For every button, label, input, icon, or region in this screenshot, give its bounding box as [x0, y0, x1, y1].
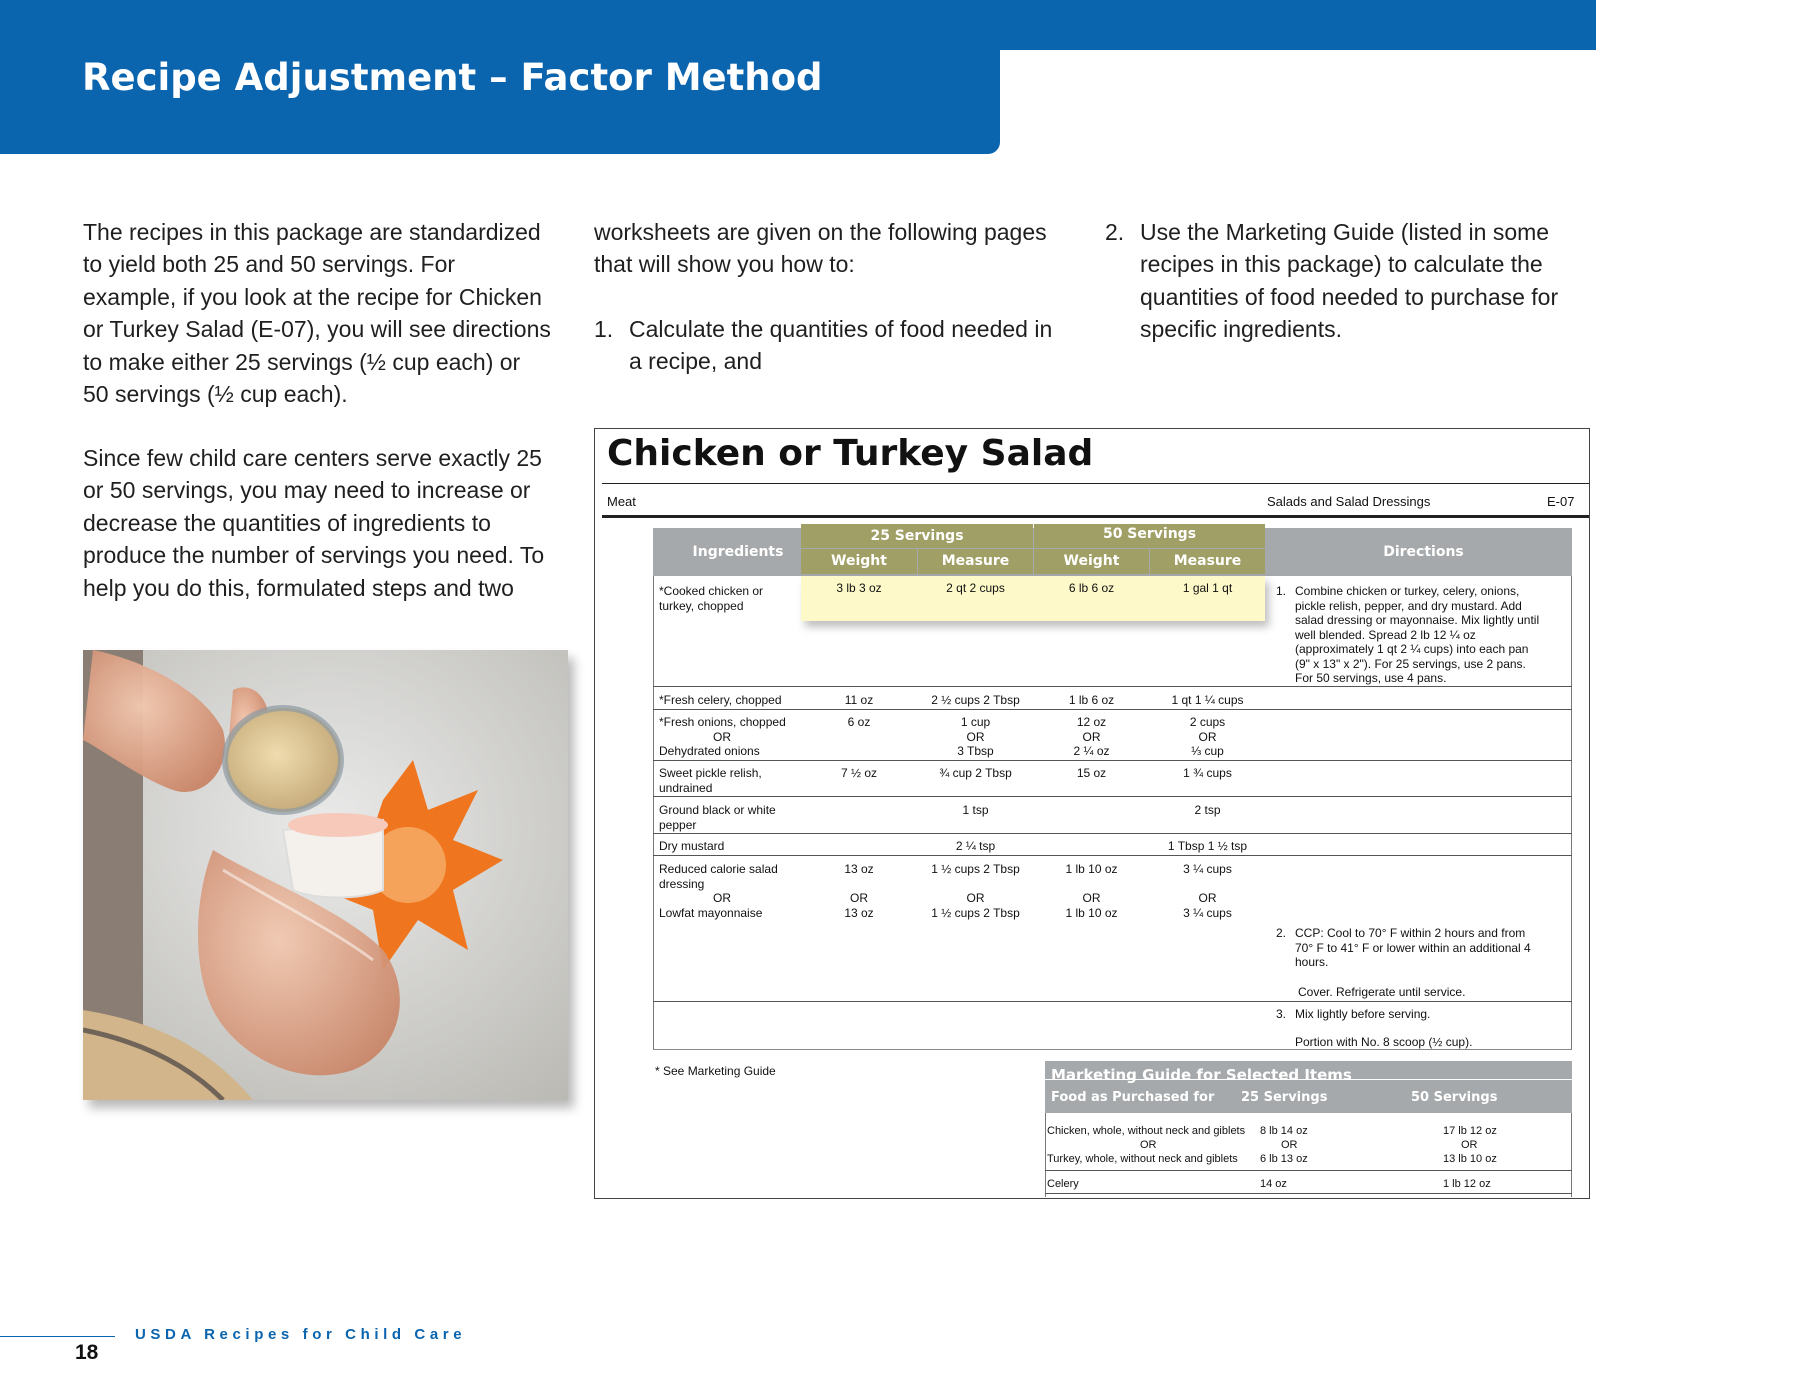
measure-25-cell: 1 tsp	[962, 803, 989, 817]
text-line: quantities of food needed to purchase for	[1140, 283, 1559, 310]
footer-rule	[0, 1336, 115, 1337]
guide-50-cell: 13 lb 10 oz	[1443, 1153, 1497, 1165]
intro-paragraph	[83, 216, 583, 410]
direction-number: 2.	[1276, 926, 1287, 940]
measure-label: Measure	[941, 553, 1010, 569]
row-divider	[653, 760, 1572, 761]
second-paragraph	[83, 442, 583, 604]
text-line: *Fresh onions, chopped	[659, 715, 786, 729]
text-line: OR	[1198, 729, 1217, 744]
table-border-right	[1571, 576, 1572, 1049]
text-line: 2 ¼ oz	[1073, 744, 1110, 758]
ingredient-cell: Dry mustard	[659, 839, 725, 853]
text-line: 1 cup	[960, 715, 991, 729]
text-line: 1 lb 10 oz	[1065, 905, 1118, 920]
weight-50-cell: 6 lb 6 oz	[1068, 581, 1115, 595]
food-column-header: Food as Purchased for	[1051, 1090, 1215, 1105]
ingredient-cell	[659, 584, 763, 613]
row-divider	[653, 709, 1572, 710]
recipe-code: E-07	[1547, 494, 1575, 509]
directions-header: Directions	[1383, 544, 1464, 560]
text-line: 3 Tbsp	[957, 744, 994, 758]
text-line: help you do this, formulated steps and two	[83, 574, 514, 601]
direction-2	[1295, 926, 1531, 970]
text-line: Reduced calorie salad	[659, 862, 778, 876]
text-line: Since few child care centers serve exactly 25	[83, 445, 542, 471]
text-line: to make either 25 servings (½ cup each) or	[83, 348, 521, 375]
measure-label: Measure	[1173, 553, 1242, 569]
column2-paragraph	[594, 216, 1094, 281]
text-line: ⅓ cup	[1191, 744, 1224, 758]
ingredient-cell	[659, 715, 786, 759]
text-line: 1 lb 10 oz	[1065, 862, 1118, 876]
weight-50-cell: 15 oz	[1076, 766, 1107, 780]
spacer	[1150, 877, 1265, 892]
weight-label: Weight	[1063, 553, 1120, 569]
servings-25-column-header: 25 Servings	[1241, 1090, 1328, 1105]
footnote: * See Marketing Guide	[655, 1064, 776, 1078]
text-line: produce the number of servings you need. To	[83, 542, 545, 569]
guide-food-cell: Chicken, whole, without neck and giblets	[1047, 1125, 1246, 1137]
guide-50-cell: OR	[1461, 1139, 1478, 1151]
ingredient-cell	[659, 862, 778, 920]
direction-2-note: Cover. Refrigerate until service.	[1298, 985, 1466, 999]
text-line: The recipes in this package are standardized	[83, 219, 541, 245]
text-line: 2 cups	[1189, 715, 1226, 729]
footer-title: USDA Recipes for Child Care	[135, 1326, 467, 1343]
measure-50-cell	[1150, 715, 1265, 759]
text-line: 1 ½ cups 2 Tbsp	[931, 905, 1020, 920]
text-line: to yield both 25 and 50 servings. For	[83, 251, 456, 278]
measure-25-cell: ¾ cup 2 Tbsp	[939, 766, 1012, 780]
text-line: well blended. Spread 2 lb 12 ¼ oz	[1295, 627, 1476, 642]
text-line: OR	[1198, 891, 1217, 905]
measure-25-cell	[918, 715, 1033, 759]
text-line: CCP: Cool to 70° F within 2 hours and from	[1295, 926, 1526, 940]
guide-food-cell: Celery	[1047, 1178, 1079, 1190]
row-divider	[653, 1001, 1572, 1002]
page-number: 18	[75, 1341, 99, 1364]
text-line: undrained	[659, 780, 713, 795]
page-title: Recipe Adjustment – Factor Method	[82, 56, 823, 99]
text-line: OR	[1082, 729, 1101, 744]
text-line: OR	[1082, 891, 1101, 905]
weight-25-cell: 6 oz	[847, 715, 871, 729]
text-line: recipes in this package) to calculate the	[1140, 251, 1543, 278]
text-line: Calculate the quantities of food needed in	[629, 316, 1053, 342]
measure-50-cell: 1 qt 1 ¼ cups	[1171, 693, 1244, 707]
text-line: 3 ¼ cups	[1183, 862, 1232, 876]
guide-25-cell: 6 lb 13 oz	[1260, 1153, 1308, 1165]
row-divider	[653, 833, 1572, 834]
divider-thick	[602, 515, 1589, 518]
servings-50-column-header: 50 Servings	[1411, 1090, 1498, 1105]
text-line: Ground black or white	[659, 803, 776, 817]
weight-25-cell	[801, 862, 917, 920]
ingredients-header: Ingredients	[692, 544, 784, 560]
direction-3: Mix lightly before serving.	[1295, 1007, 1431, 1021]
list-item-2	[1140, 216, 1600, 346]
table-border-left	[653, 576, 654, 1049]
text-line: 1 ½ cups 2 Tbsp	[931, 862, 1020, 876]
weight-50-cell	[1034, 715, 1149, 759]
measure-50-cell: 2 tsp	[1194, 803, 1221, 817]
row-divider	[653, 796, 1572, 797]
spacer	[1034, 877, 1149, 892]
measure-50-cell: 1 Tbsp 1 ½ tsp	[1167, 839, 1248, 853]
weight-50-cell	[1034, 862, 1149, 920]
text-line: 12 oz	[1076, 715, 1107, 729]
ingredient-cell: *Fresh celery, chopped	[659, 693, 782, 707]
text-line: (approximately 1 qt 2 ¼ cups) into each pan	[1295, 642, 1529, 656]
guide-food-cell: OR	[1140, 1139, 1157, 1151]
row-divider	[653, 855, 1572, 856]
weight-label: Weight	[831, 553, 887, 569]
direction-number: 1.	[1276, 584, 1287, 598]
guide-25-cell: OR	[1281, 1139, 1298, 1151]
weight-25-cell: 3 lb 3 oz	[836, 581, 882, 595]
text-line: For 50 servings, use 4 pans.	[1295, 671, 1447, 685]
guide-25-cell: 8 lb 14 oz	[1260, 1125, 1308, 1137]
direction-number: 3.	[1276, 1007, 1287, 1021]
text-line: Combine chicken or turkey, celery, onions,	[1295, 584, 1520, 598]
text-line: Use the Marketing Guide (listed in some	[1140, 219, 1550, 245]
text-line: *Cooked chicken or	[659, 584, 764, 598]
measure-25-cell: 2 ½ cups 2 Tbsp	[931, 693, 1020, 707]
row-divider	[653, 1049, 1572, 1050]
text-line: hours.	[1295, 955, 1329, 969]
weight-25-cell: 7 ½ oz	[840, 766, 878, 780]
list-item-1	[629, 313, 1089, 378]
text-line: 50 servings (½ cup each).	[83, 381, 348, 408]
photo-illustration	[83, 650, 568, 1100]
text-line: Lowfat mayonnaise	[659, 905, 763, 920]
text-line: pickle relish, pepper, and dry mustard. Add	[1295, 598, 1522, 613]
spacer	[801, 877, 917, 892]
recipe-section: Salads and Salad Dressings	[1267, 494, 1431, 509]
measure-50-cell	[1150, 862, 1265, 920]
text-line: OR	[713, 891, 731, 905]
text-line: OR	[713, 729, 731, 744]
text-line: Sweet pickle relish,	[659, 766, 762, 780]
text-line: dressing	[659, 876, 705, 891]
text-line: salad dressing or mayonnaise. Mix lightly until	[1295, 613, 1540, 627]
text-line: or 50 servings, you may need to increase or	[83, 477, 531, 504]
ingredient-cell	[659, 803, 776, 832]
guide-border-left	[1045, 1113, 1046, 1197]
servings-25-label: 25 Servings	[870, 528, 964, 544]
row-divider	[1045, 1193, 1572, 1194]
row-divider	[653, 686, 1572, 687]
weight-25-cell: 11 oz	[844, 693, 874, 707]
text-line: OR	[850, 891, 868, 905]
recipe-card	[594, 428, 1590, 1199]
measure-25-cell	[918, 862, 1033, 920]
servings-50-label: 50 Servings	[1102, 526, 1197, 542]
divider	[602, 483, 1589, 484]
measure-50-cell: 1 ¾ cups	[1183, 766, 1232, 780]
weight-50-cell: 1 lb 6 oz	[1068, 693, 1115, 707]
list-number-1: 1.	[594, 316, 614, 342]
direction-1	[1295, 584, 1539, 686]
text-line: 13 oz	[844, 905, 874, 920]
direction-3-note: Portion with No. 8 scoop (½ cup).	[1295, 1035, 1473, 1049]
recipe-category: Meat	[607, 494, 636, 509]
text-line: worksheets are given on the following pages	[594, 219, 1047, 245]
recipe-title: Chicken or Turkey Salad	[607, 433, 1094, 474]
spacer	[918, 877, 1033, 892]
row-divider	[1045, 1170, 1572, 1171]
text-line: 70° F to 41° F or lower within an additional 4	[1295, 940, 1531, 955]
measure-25-cell: 2 qt 2 cups	[946, 581, 1005, 595]
text-line: example, if you look at the recipe for Chicken	[83, 283, 542, 310]
text-line: Dehydrated onions	[659, 744, 760, 758]
measure-50-cell: 1 gal 1 qt	[1182, 581, 1233, 595]
guide-border-right	[1571, 1113, 1572, 1197]
text-line: decrease the quantities of ingredients to	[83, 509, 491, 536]
text-line: turkey, chopped	[659, 598, 744, 613]
ingredient-cell	[659, 766, 762, 795]
text-line: OR	[966, 729, 985, 744]
marketing-guide-title: Marketing Guide for Selected Items	[1051, 1066, 1352, 1084]
text-line: 13 oz	[844, 862, 874, 876]
text-line: that will show you how to:	[594, 251, 855, 278]
guide-50-cell: 17 lb 12 oz	[1443, 1125, 1497, 1137]
text-line: OR	[966, 891, 985, 905]
text-line: or Turkey Salad (E-07), you will see directions	[83, 316, 551, 343]
list-number-2: 2.	[1105, 219, 1125, 245]
text-line: pepper	[659, 817, 697, 832]
guide-food-cell: Turkey, whole, without neck and giblets	[1047, 1153, 1238, 1165]
text-line: a recipe, and	[629, 348, 762, 375]
guide-25-cell: 14 oz	[1260, 1178, 1287, 1190]
guide-50-cell: 1 lb 12 oz	[1443, 1178, 1491, 1190]
text-line: specific ingredients.	[1140, 316, 1342, 343]
measure-25-cell: 2 ¼ tsp	[955, 839, 996, 853]
text-line: 3 ¼ cups	[1183, 905, 1232, 920]
text-line: (9" x 13" x 2"). For 25 servings, use 2 pans.	[1295, 656, 1526, 671]
photo-scoop-salad-icon	[83, 650, 568, 1100]
